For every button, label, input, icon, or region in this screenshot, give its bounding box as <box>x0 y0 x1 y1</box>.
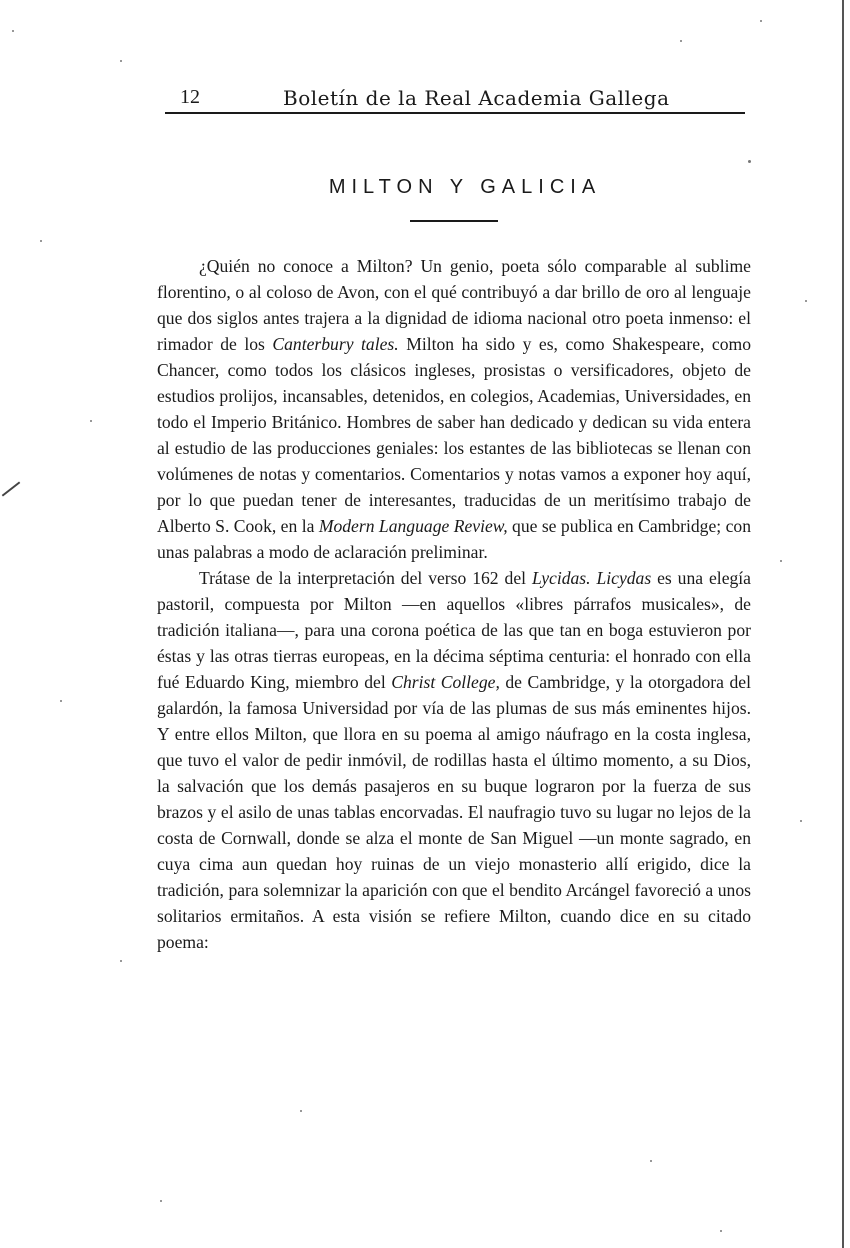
work-title-lycidas: Lycidas. <box>531 568 591 588</box>
paragraph-2-text-1: Trátase de la interpretación del verso 162 del <box>199 568 532 588</box>
scan-speck <box>300 1110 302 1112</box>
paragraph-1-text-1: ¿Quién no conoce a Milton? Un genio, poeta sólo comparable al sublime florentino, o al coloso de Avon, con el qué contribuyó a dar brillo de oro al lenguaje que dos siglos antes trajera a la dignidad de idioma nacional otro poeta inmenso: el rimador de los <box>157 256 751 354</box>
stray-margin-mark <box>2 481 21 496</box>
paragraph-1-text-3: que se publica en Cambridge; con unas palabras a modo de aclaración preliminar. <box>157 516 751 562</box>
scan-speck <box>160 1200 162 1202</box>
paragraph-2 <box>157 565 751 955</box>
work-title-licydas: Licydas <box>596 568 652 588</box>
scan-speck <box>12 30 14 32</box>
scan-speck <box>760 20 762 22</box>
paragraph-2-text-3: de Cambridge, y la otorgadora del galardón, la famosa Universidad por vía de las plumas de sus más eminentes hijos. Y entre ellos Milton, que llora en su poema al amigo náufrago en la costa inglesa, que tuvo el valor de pedir inmóvil, de rodillas hasta el último momento, a su Dios, la salvación que los demás pasajeros en su buque lograron por la fuerza de sus brazos y el asilo de unas tablas encorvadas. El naufragio tuvo su lugar no lejos de la costa de Cornwall, donde se alza el monte de San Miguel —un monte sagrado, en cuya cima aun quedan hoy ruinas de un viejo monasterio allí erigido, dice la tradición, para solemnizar la aparición con que el bendito Arcángel favoreció a unos solitarios ermitaños. A esta visión se refiere Milton, cuando dice en su citado poema: <box>157 672 751 952</box>
scan-speck <box>800 820 802 822</box>
scan-speck <box>120 960 122 962</box>
scan-speck <box>40 240 42 242</box>
header-rule <box>165 112 745 114</box>
scan-speck <box>805 300 807 302</box>
scan-speck <box>120 60 122 62</box>
scan-speck <box>90 420 92 422</box>
scan-speck <box>680 40 682 42</box>
title-rule <box>410 220 498 222</box>
paragraph-1 <box>157 253 751 565</box>
scan-speck <box>780 560 782 562</box>
journal-title-modern-language-review: Modern Language Review, <box>318 516 508 536</box>
scan-speck <box>748 160 751 163</box>
scan-speck <box>60 700 62 702</box>
running-title: Boletín de la Real Academia Gallega <box>283 86 670 110</box>
article-body <box>157 253 751 955</box>
institution-christ-college: Christ College, <box>391 672 500 692</box>
page-number: 12 <box>180 86 200 108</box>
article-title: MILTON Y GALICIA <box>328 176 602 198</box>
scan-speck <box>650 1160 652 1162</box>
scan-speck <box>720 1230 722 1232</box>
paragraph-2-text-2: es una elegía pastoril, compuesta por Milton —en aquellos «libres párrafos musicales», de tradición italiana—, para una corona poética de las que tan en boga estuvieron por éstas y las otras tierras europeas, en la décima séptima centuria: el honrado con ella fué Eduardo King, miembro del <box>157 568 751 692</box>
paragraph-1-text-2: Milton ha sido y es, como Shakespeare, como Chancer, como todos los clásicos ingleses, prosistas o versificadores, objeto de estudios prolijos, incansables, detenidos, en colegios, Academias, Universidades, en todo el Imperio Británico. Hombres de saber han dedicado y dedican su vida entera al estudio de las producciones geniales: los estantes de las bibliotecas se llenan con volúmenes de notas y comentarios. Comentarios y notas vamos a exponer hoy aquí, por lo que puedan tener de interesantes, traducidas de un meritísimo trabajo de Alberto S. Cook, en la <box>157 334 752 536</box>
page-edge-line <box>842 0 844 1248</box>
work-title-canterbury-tales: Canterbury tales. <box>272 334 399 354</box>
